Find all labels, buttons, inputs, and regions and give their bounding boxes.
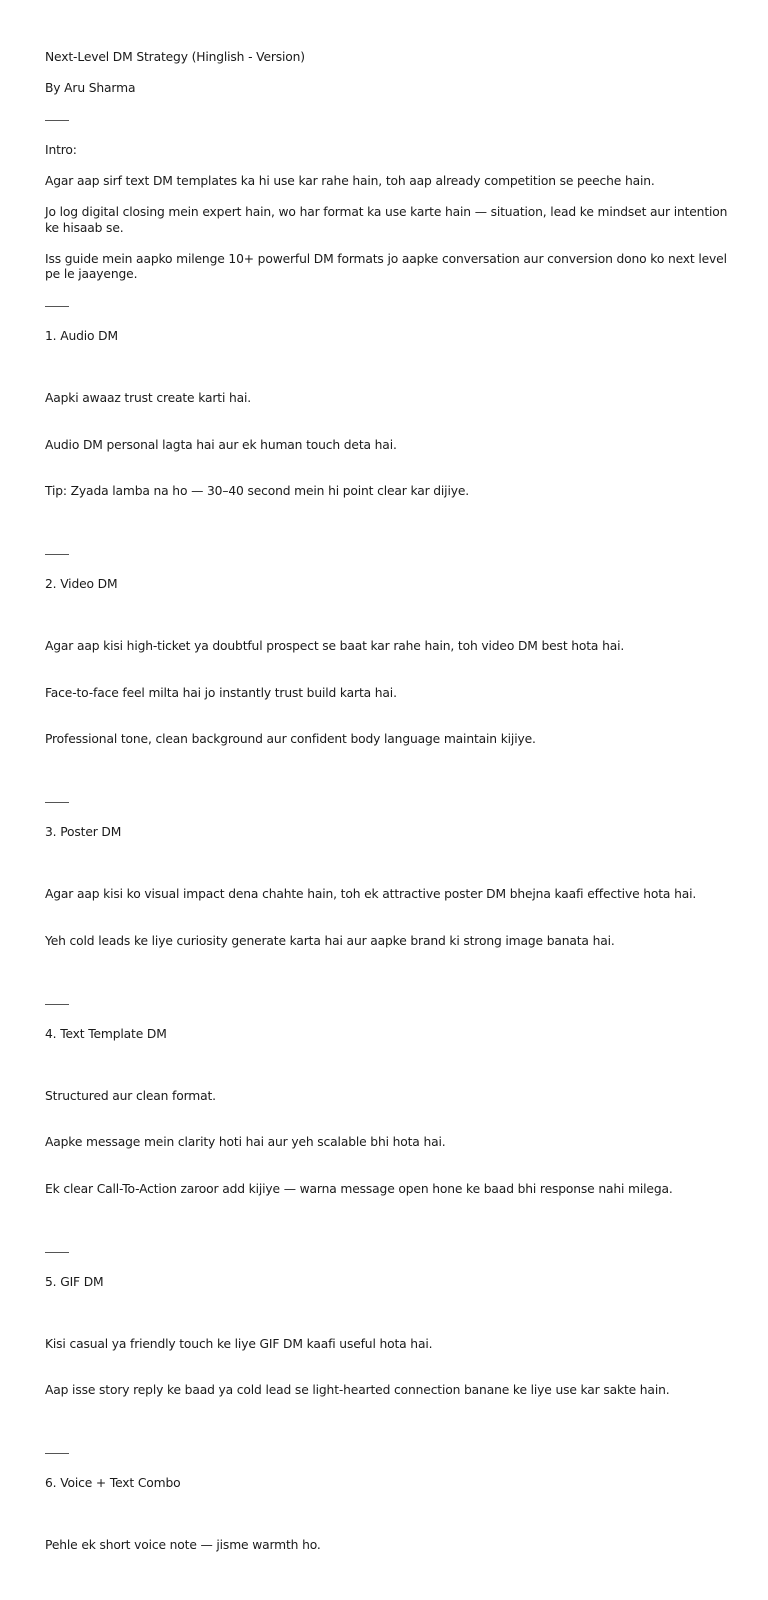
section-body-gif-dm: [45, 1306, 735, 1430]
section-heading-gif-dm: 5. GIF DM: [45, 1274, 104, 1289]
body-line: Pehle ek short voice note — jisme warmth ho.: [45, 1538, 321, 1552]
body-line: Audio DM personal lagta hai aur ek human touch deta hai.: [45, 437, 397, 452]
section-heading-video-dm: 2. Video DM: [45, 577, 118, 591]
document-author: By Aru Sharma: [45, 81, 136, 95]
body-line: Aapke message mein clarity hoti hai aur yeh scalable bhi hota hai.: [45, 1135, 446, 1149]
intro-paragraph-3: Iss guide mein aapko milenge 10+ powerful DM formats jo aapke conversation aur conversion dono ko next level pe le jaayenge.: [45, 251, 731, 281]
intro-paragraph-1: Agar aap sirf text DM templates ka hi use kar rahe hain, toh aap already competition se peeche hain.: [45, 174, 655, 188]
body-line: Yeh cold leads ke liye curiosity generate karta hai aur aapke brand ki strong image banata hai.: [45, 933, 615, 948]
section-heading-text-template-dm: 4. Text Template DM: [45, 1026, 167, 1041]
section-heading-audio-dm: 1. Audio DM: [45, 329, 118, 343]
body-line: Aapki awaaz trust create karti hai.: [45, 391, 252, 405]
body-line: Agar aap kisi ko visual impact dena chahte hain, toh ek attractive poster DM bhejna kaafi effective hota hai.: [45, 887, 697, 901]
intro-heading: Intro:: [45, 143, 77, 157]
section-body-video-dm: [45, 608, 735, 779]
section-heading-voice-text-combo: 6. Voice + Text Combo: [45, 1476, 181, 1490]
section-heading-poster-dm: 3. Poster DM: [45, 825, 122, 839]
section-divider: [45, 298, 69, 314]
body-line: Ek clear Call-To-Action zaroor add kijiye — warna message open hone ke baad bhi response nahi milega.: [45, 1181, 673, 1196]
body-line: Agar aap kisi high-ticket ya doubtful prospect se baat kar rahe hain, toh video DM best hota hai.: [45, 639, 625, 653]
section-body-voice-text-combo: [45, 1507, 735, 1585]
section-divider: [45, 996, 69, 1012]
body-line: Structured aur clean format.: [45, 1088, 216, 1103]
section-divider: [45, 1244, 69, 1260]
body-line: Aap isse story reply ke baad ya cold lead se light-hearted connection banane ke liye use kar sakte hain.: [45, 1383, 670, 1397]
document-title: Next-Level DM Strategy (Hinglish - Version): [45, 50, 305, 64]
section-divider: [45, 546, 69, 562]
body-line: Professional tone, clean background aur confident body language maintain kijiye.: [45, 732, 536, 746]
body-line: Kisi casual ya friendly touch ke liye GIF DM kaafi useful hota hai.: [45, 1336, 433, 1351]
intro-paragraph-2: Jo log digital closing mein expert hain, wo har format ka use karte hain — situation, lead ke mindset aur intention ke hisaab se.: [45, 205, 732, 235]
body-line: Tip: Zyada lamba na ho — 30–40 second mein hi point clear kar dijiye.: [45, 484, 470, 498]
body-line: Face-to-face feel milta hai jo instantly trust build karta hai.: [45, 685, 397, 700]
section-divider: [45, 1445, 69, 1461]
section-body-audio-dm: [45, 360, 735, 531]
document-page: [45, 50, 735, 1600]
section-body-text-template-dm: [45, 1058, 735, 1229]
section-body-poster-dm: [45, 856, 735, 980]
section-divider: [45, 794, 69, 810]
section-divider: [45, 112, 69, 128]
